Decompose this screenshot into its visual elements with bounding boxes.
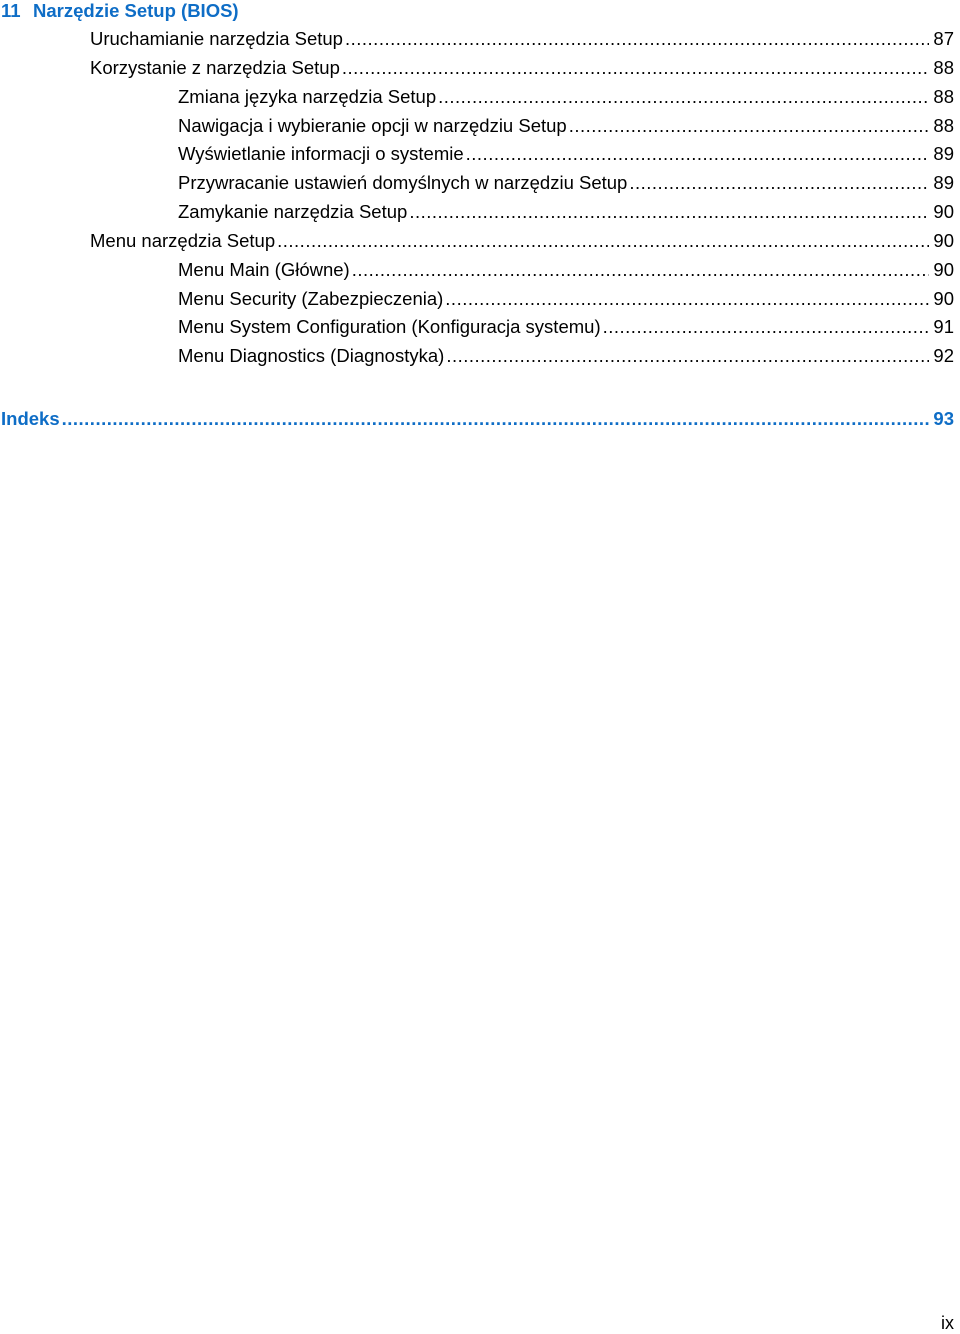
dot-leader (445, 287, 929, 311)
toc-entry-page: 88 (933, 57, 954, 78)
dot-leader (438, 85, 929, 109)
toc-entry-title: Menu Main (Główne) (178, 259, 350, 280)
dot-leader (629, 171, 929, 195)
toc-entry-menu-main[interactable] (178, 258, 954, 282)
dot-leader (277, 229, 929, 253)
toc-entry-page: 90 (933, 259, 954, 280)
index-page: 93 (933, 408, 954, 429)
toc-entry-page: 88 (933, 115, 954, 136)
toc-entry-title: Korzystanie z narzędzia Setup (90, 57, 340, 78)
toc-entry-title: Zamykanie narzędzia Setup (178, 201, 408, 222)
toc-entry-page: 90 (933, 201, 954, 222)
dot-leader (345, 27, 929, 51)
toc-entry-wyswietlanie[interactable] (178, 142, 954, 166)
dot-leader (466, 142, 930, 166)
toc-entry-page: 90 (933, 230, 954, 251)
dot-leader (62, 407, 930, 431)
toc-entry-menu-security[interactable] (178, 287, 954, 311)
toc-entry-menu-system-configuration[interactable] (178, 315, 954, 339)
dot-leader (342, 56, 930, 80)
toc-entry-page: 88 (933, 86, 954, 107)
toc-entry-title: Przywracanie ustawień domyślnych w narzędziu Setup (178, 172, 628, 193)
dot-leader (352, 258, 930, 282)
toc-entry-przywracanie[interactable] (178, 171, 954, 195)
chapter-heading[interactable] (1, 0, 239, 22)
toc-entry-menu-diagnostics[interactable] (178, 344, 954, 368)
toc-entry-zmiana-jezyka[interactable] (178, 85, 954, 109)
chapter-title: Narzędzie Setup (BIOS) (33, 0, 239, 21)
toc-entry-page: 89 (933, 143, 954, 164)
toc-entry-page: 87 (933, 28, 954, 49)
toc-entry-korzystanie[interactable] (90, 56, 954, 80)
page-number: ix (941, 1313, 954, 1333)
toc-entry-menu-narzedzia[interactable] (90, 229, 954, 253)
toc-entry-title: Zmiana języka narzędzia Setup (178, 86, 437, 107)
toc-entry-title: Uruchamianie narzędzia Setup (90, 28, 343, 49)
toc-entry-title: Nawigacja i wybieranie opcji w narzędziu Setup (178, 115, 567, 136)
chapter-number: 11 (1, 0, 21, 21)
toc-entry-title: Menu System Configuration (Konfiguracja systemu) (178, 316, 601, 337)
toc-entry-uruchamianie[interactable] (90, 27, 954, 51)
dot-leader (409, 200, 929, 224)
dot-leader (569, 114, 930, 138)
toc-entry-title: Menu Security (Zabezpieczenia) (178, 288, 444, 309)
toc-entry-page: 92 (933, 345, 954, 366)
toc-entry-page: 90 (933, 288, 954, 309)
toc-entry-indeks[interactable] (1, 407, 954, 431)
index-title: Indeks (1, 408, 60, 429)
dot-leader (446, 344, 929, 368)
toc-entry-zamykanie[interactable] (178, 200, 954, 224)
dot-leader (603, 315, 930, 339)
toc-entry-title: Menu narzędzia Setup (90, 230, 276, 251)
toc-entry-page: 89 (933, 172, 954, 193)
toc-entry-page: 91 (933, 316, 954, 337)
toc-entry-nawigacja[interactable] (178, 114, 954, 138)
toc-entry-title: Menu Diagnostics (Diagnostyka) (178, 345, 445, 366)
toc-entry-title: Wyświetlanie informacji o systemie (178, 143, 464, 164)
